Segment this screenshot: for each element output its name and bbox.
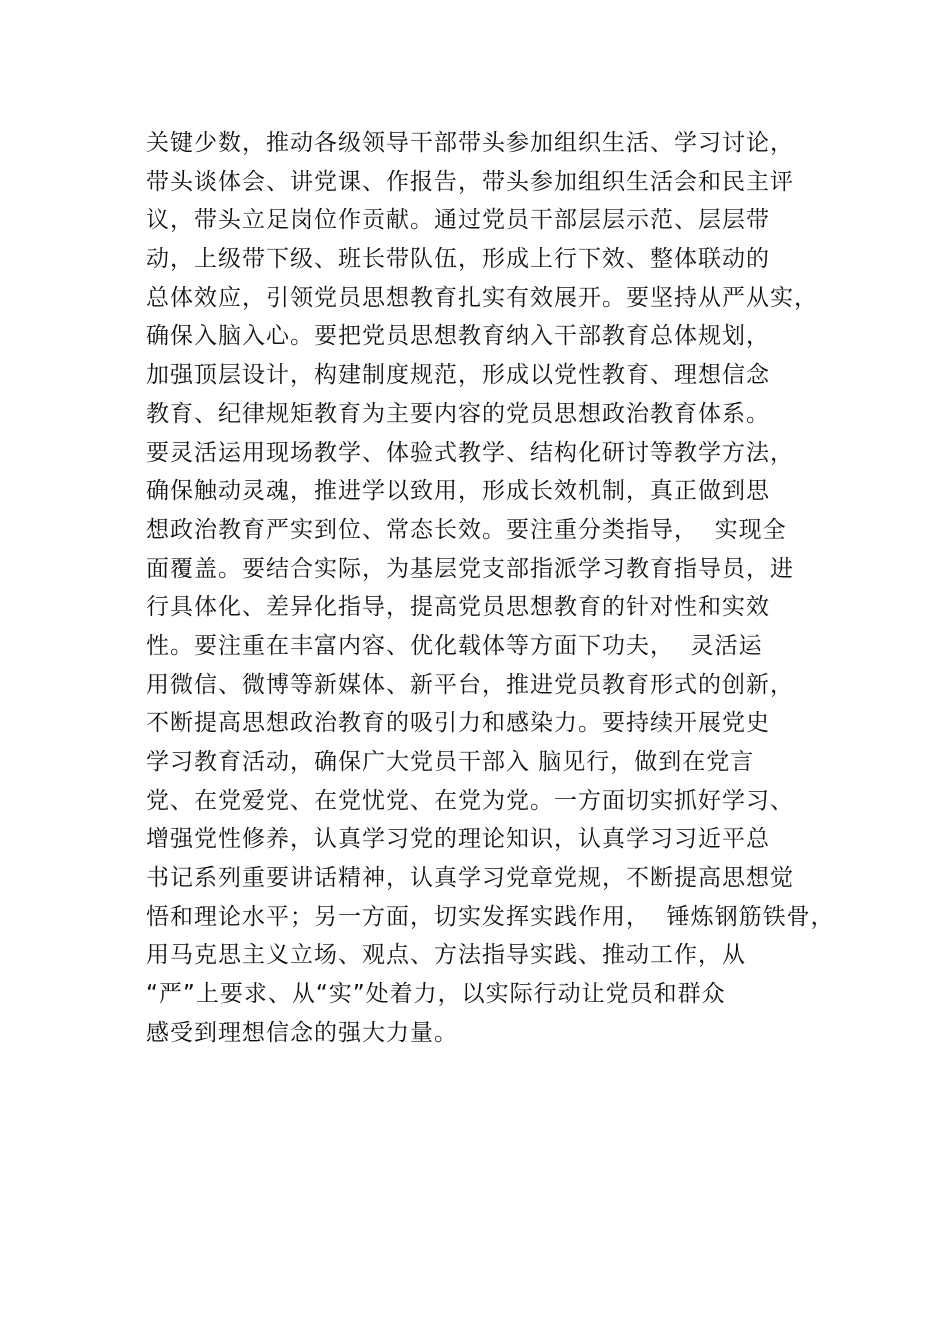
text-line: 性。要注重在丰富内容、优化载体等方面下功夫， 灵活运 [146, 632, 763, 659]
text-line: 关键少数，推动各级领导干部带头参加组织生活、学习讨论， [146, 130, 794, 156]
text-line: 面覆盖。要结合实际，为基层党支部指派学习教育指导员，进 [146, 555, 794, 582]
text-line: 党、在党爱党、在党忧党、在党为党。一方面切实抓好学习、 [146, 787, 794, 814]
text-line: 确保触动灵魂，推进学以致用，形成长效机制，真正做到思 [146, 478, 770, 505]
text-line: 增强党性修养，认真学习党的理论知识，认真学习习近平总 [146, 826, 770, 853]
text-line: 要灵活运用现场教学、体验式教学、结构化研讨等教学方法， [146, 439, 794, 466]
text-line: 加强顶层设计，构建制度规范，形成以党性教育、理想信念 [146, 362, 770, 389]
text-line: 行具体化、差异化指导，提高党员思想教育的针对性和实效 [146, 594, 770, 621]
text-line: 议，带头立足岗位作贡献。通过党员干部层层示范、层层带 [146, 207, 770, 234]
text-line: 学习教育活动，确保广大党员干部入 脑见行，做到在党言 [146, 749, 755, 775]
text-line: “严”上要求、从“实”处着力，以实际行动让党员和群众 [146, 981, 726, 1008]
text-line: 动，上级带下级、班长带队伍，形成上行下效、整体联动的 [146, 246, 770, 273]
text-line: 不断提高思想政治教育的吸引力和感染力。要持续开展党史 [146, 710, 770, 737]
text-line: 悟和理论水平；另一方面，切实发挥实践作用， 锤炼钢筋铁骨， [146, 903, 835, 930]
text-line: 书记系列重要讲话精神，认真学习党章党规，不断提高思想觉 [146, 865, 794, 892]
text-line: 想政治教育严实到位、常态长效。要注重分类指导， 实现全 [146, 516, 787, 543]
text-line: 确保入脑入心。要把党员思想教育纳入干部教育总体规划， [146, 323, 770, 350]
text-line: 用马克思主义立场、观点、方法指导实践、推动工作，从 [146, 942, 746, 969]
text-line: 用微信、微博等新媒体、新平台，推进党员教育形式的创新， [146, 671, 794, 698]
text-line: 带头谈体会、讲党课、作报告，带头参加组织生活会和民主评 [146, 168, 794, 195]
body-text [146, 124, 846, 1053]
text-line: 教育、纪律规矩教育为主要内容的党员思想政治教育体系。 [146, 400, 770, 427]
text-line: 感受到理想信念的强大力量。 [146, 1019, 458, 1046]
text-line: 总体效应，引领党员思想教育扎实有效展开。要坚持从严从实， [146, 284, 818, 311]
